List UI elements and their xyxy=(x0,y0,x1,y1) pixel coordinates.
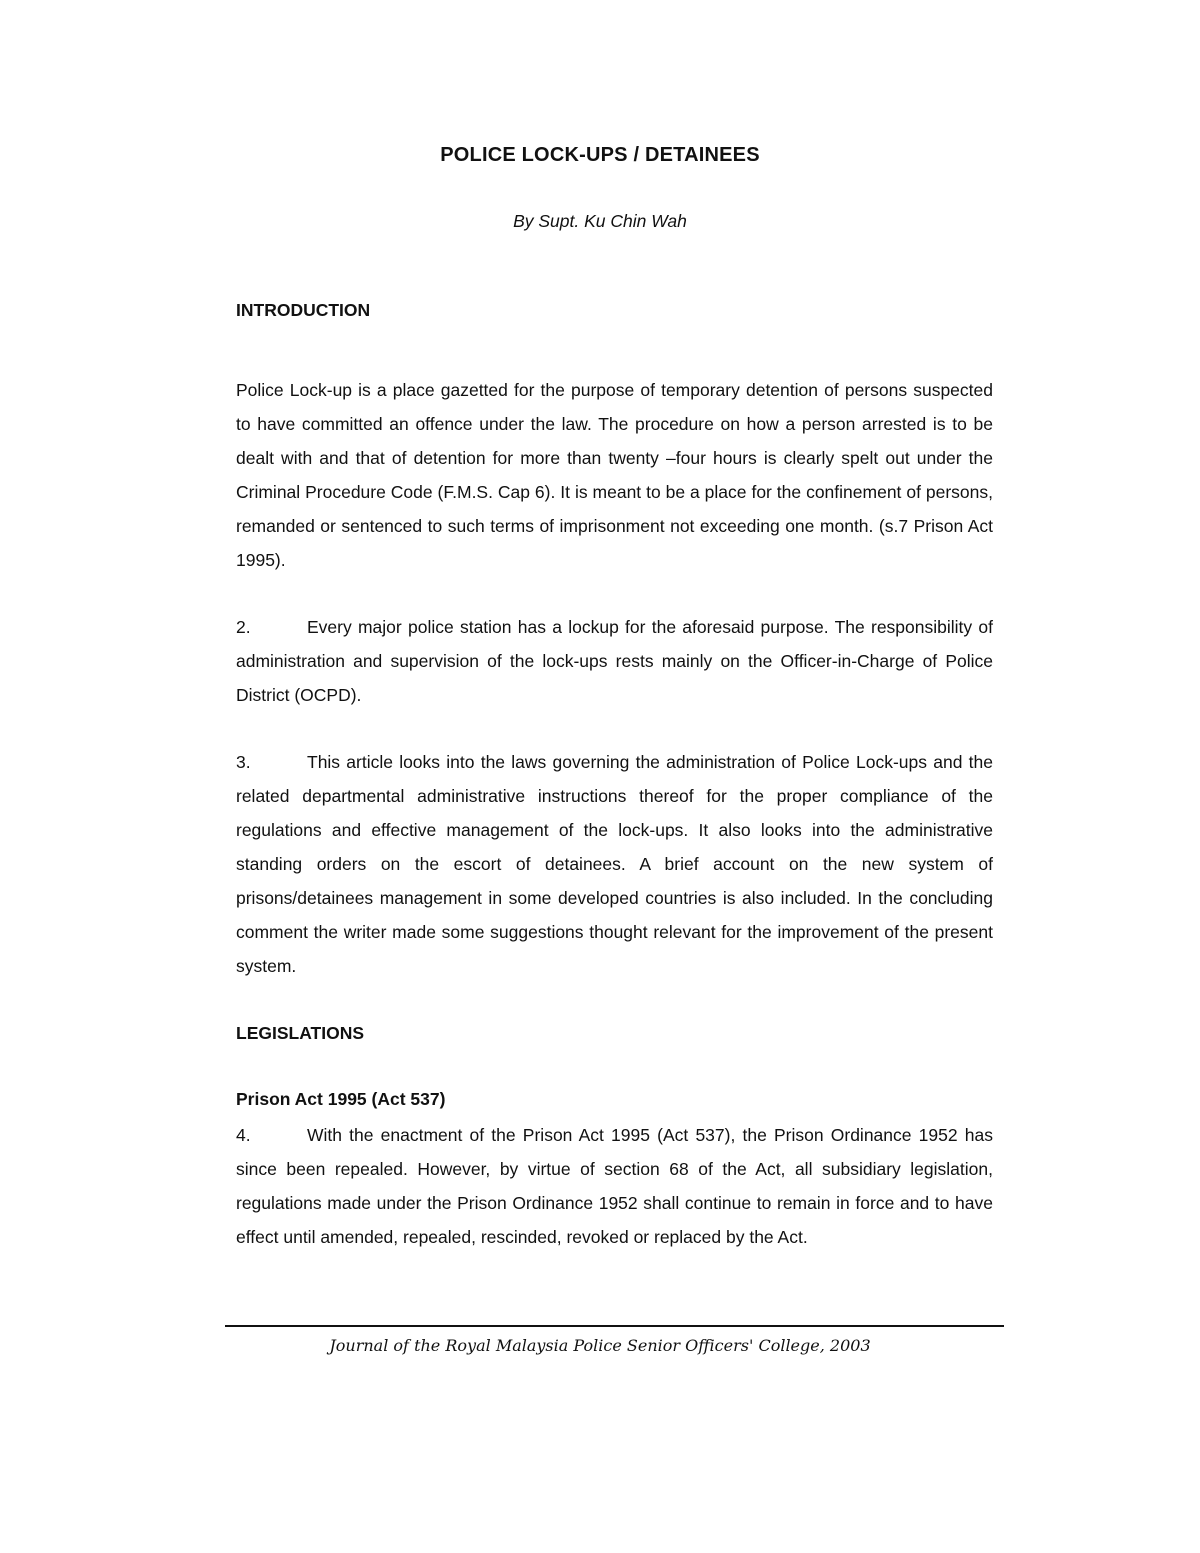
introduction-heading: INTRODUCTION xyxy=(236,300,371,320)
prison-act-subheading: Prison Act 1995 (Act 537) xyxy=(236,1089,446,1109)
journal-footer: Journal of the Royal Malaysia Police Senior Officers' College, 2003 xyxy=(329,1336,871,1355)
paragraph-3 xyxy=(236,745,993,983)
paragraph-text: With the enactment of the Prison Act 1995 (Act 537), the Prison Ordinance 1952 has since been repealed. However, by virtue of section 68 of the Act, all subsidiary legislation, regulations made under the Prison Ordinance 1952 shall continue to remain in force and to have effect until amended, repealed, rescinded, revoked or replaced by the Act. xyxy=(236,1125,993,1247)
footer-divider xyxy=(225,1325,1004,1327)
document-title: POLICE LOCK-UPS / DETAINEES xyxy=(440,144,760,166)
paragraph-4 xyxy=(236,1118,993,1254)
paragraph-1: Police Lock-up is a place gazetted for the purpose of temporary detention of persons suspected to have committed an offence under the law. The procedure on how a person arrested is to be dealt with and that of detention for more than twenty –four hours is clearly spelt out under the Criminal Procedure Code (F.M.S. Cap 6). It is meant to be a place for the confinement of persons, remanded or sentenced to such terms of imprisonment not exceeding one month. (s.7 Prison Act 1995). xyxy=(236,380,993,570)
paragraph-text: Every major police station has a lockup for the aforesaid purpose. The responsibility of administration and supervision of the lock-ups rests mainly on the Officer-in-Charge of Police District (OCPD). xyxy=(236,617,993,705)
author-byline: By Supt. Ku Chin Wah xyxy=(513,211,687,231)
legislations-heading: LEGISLATIONS xyxy=(236,1023,365,1043)
paragraph-number: 4. xyxy=(236,1125,251,1145)
paragraph-number: 2. xyxy=(236,617,251,637)
paragraph-2 xyxy=(236,610,993,712)
paragraph-number: 3. xyxy=(236,752,251,772)
paragraph-text: This article looks into the laws governing the administration of Police Lock-ups and the related departmental administrative instructions thereof for the proper compliance of the regulations and effective management of the lock-ups. It also looks into the administrative standing orders on the escort of detainees. A brief account on the new system of prisons/detainees management in some developed countries is also included. In the concluding comment the writer made some suggestions thought relevant for the improvement of the present system. xyxy=(236,752,993,976)
